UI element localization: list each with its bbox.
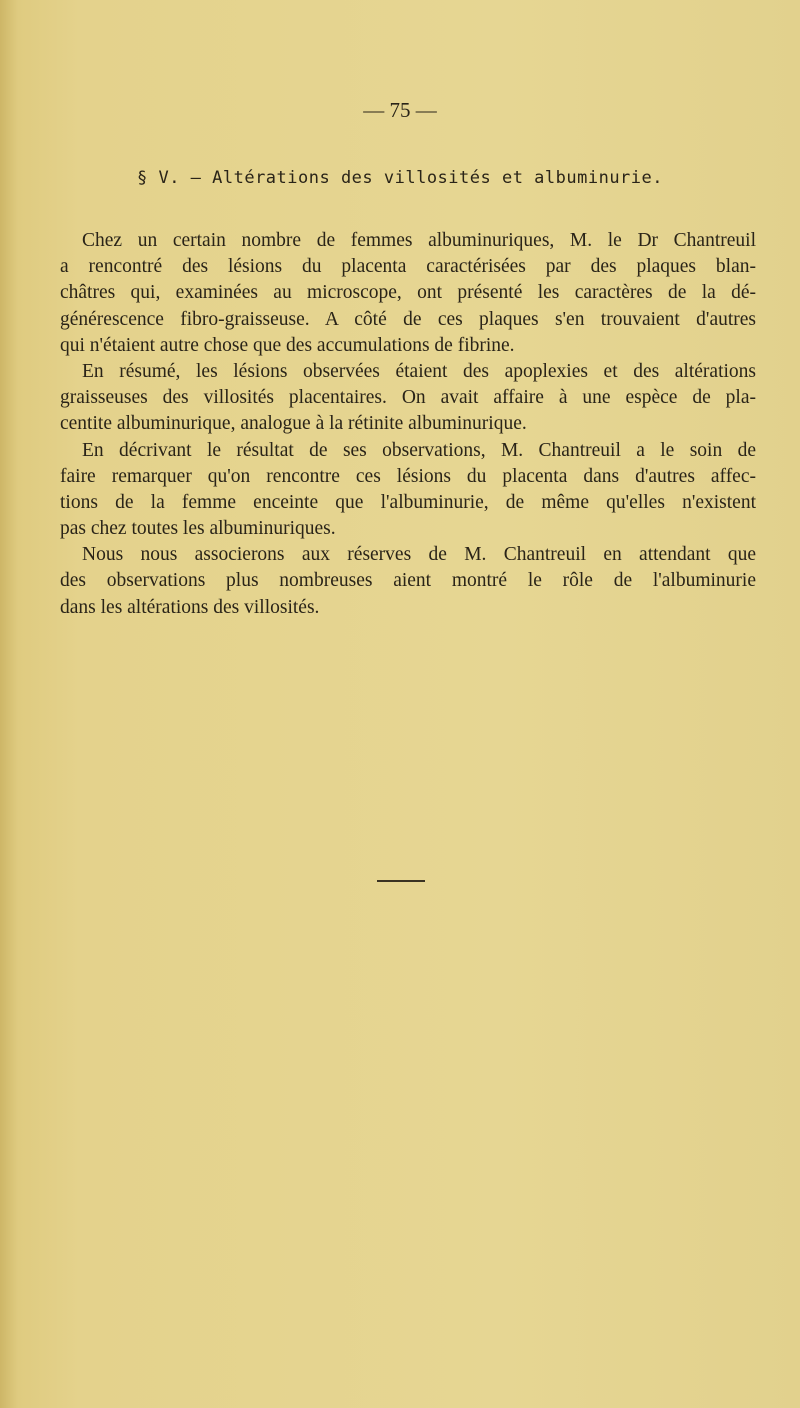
text-line: tions de la femme enceinte que l'albuminurie, de même qu'elles n'existent xyxy=(60,491,756,513)
text-line: châtres qui, examinées au microscope, ont présenté les caractères de la dé- xyxy=(60,282,756,304)
paragraph xyxy=(60,228,756,359)
paragraph xyxy=(60,359,756,438)
paragraph xyxy=(60,542,756,621)
text-line: dans les altérations des villosités. xyxy=(60,596,320,618)
page-number: — 75 — xyxy=(363,98,437,122)
text-line: Chez un certain nombre de femmes albuminuriques, M. le Dr Chantreuil xyxy=(82,230,756,251)
text-line: qui n'étaient autre chose que des accumulations de fibrine. xyxy=(60,334,515,356)
text-line: Nous nous associerons aux réserves de M. Chantreuil en attendant que xyxy=(82,544,756,566)
text-line: pas chez toutes les albuminuriques. xyxy=(60,518,336,540)
text-line: centite albuminurique, analogue à la rétinite albuminurique. xyxy=(60,413,527,435)
text-line: En décrivant le résultat de ses observations, M. Chantreuil a le soin de xyxy=(82,439,756,461)
body-text xyxy=(60,228,756,621)
text-line: faire remarquer qu'on rencontre ces lésions du placenta dans d'autres affec- xyxy=(60,465,756,487)
text-line: En résumé, les lésions observées étaient des apoplexies et des altérations xyxy=(82,360,756,382)
text-line: graisseuses des villosités placentaires. On avait affaire à une espèce de pla- xyxy=(60,387,756,409)
end-rule-divider xyxy=(377,880,425,882)
paragraph xyxy=(60,438,756,543)
section-heading: § V. — Altérations des villosités et albuminurie. xyxy=(136,168,663,188)
text-line: générescence fibro-graisseuse. A côté de ces plaques s'en trouvaient d'autres xyxy=(60,308,756,330)
text-line: des observations plus nombreuses aient montré le rôle de l'albuminurie xyxy=(60,570,756,592)
text-line: a rencontré des lésions du placenta caractérisées par des plaques blan- xyxy=(60,256,756,278)
